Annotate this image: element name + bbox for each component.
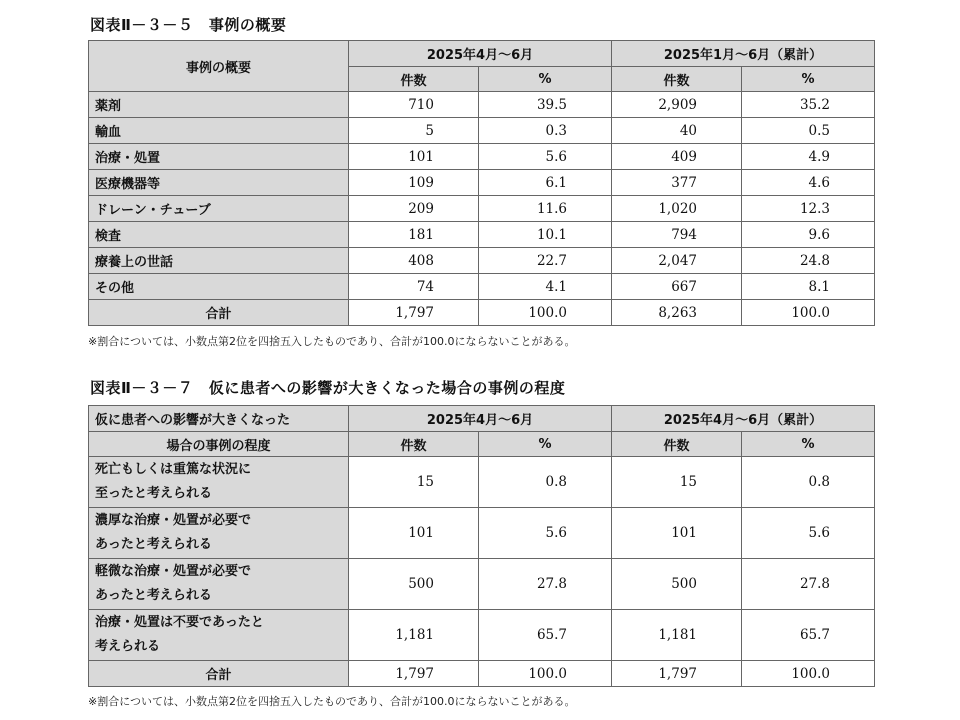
pct-cell: 35.2 [742,92,875,118]
row-label-line1: 治療・処置は不要であったと [95,615,264,630]
table1-total-row [89,300,875,326]
count-cell: 500 [612,559,742,610]
row-label-line2: あったと考えられる [95,537,212,552]
pct-cell: 10.1 [479,222,612,248]
row-label: 療養上の世話 [89,248,349,274]
count-cell: 15 [349,457,479,508]
table1-pct-header-1: % [479,67,612,92]
table2-severity [88,405,875,687]
total-label: 合計 [89,661,349,687]
total-label: 合計 [89,300,349,326]
table-row [89,274,875,300]
count-cell: 1,181 [349,610,479,661]
table2-period2-header: 2025年4月～6月（累計） [612,406,875,432]
pct-cell: 6.1 [479,170,612,196]
table-row [89,92,875,118]
count-cell: 181 [349,222,479,248]
count-cell: 710 [349,92,479,118]
row-label-line1: 死亡もしくは重篤な状況に [95,462,252,477]
table1-period2-header: 2025年1月～6月（累計） [612,41,875,67]
row-label-line2: あったと考えられる [95,588,212,603]
row-label-line1: 軽微な治療・処置が必要で [95,564,252,579]
table2-total-row [89,661,875,687]
pct-cell: 0.8 [479,457,612,508]
total-count-cell: 8,263 [612,300,742,326]
pct-cell: 4.1 [479,274,612,300]
row-label: 検査 [89,222,349,248]
table1-case-overview [88,40,875,326]
pct-cell: 0.5 [742,118,875,144]
row-label: 治療・処置 [89,144,349,170]
table1-count-header-1: 件数 [349,67,479,92]
count-cell: 500 [349,559,479,610]
table-row [89,248,875,274]
count-cell: 794 [612,222,742,248]
pct-cell: 65.7 [742,610,875,661]
table2-title: 図表Ⅱ－３－７ 仮に患者への影響が大きくなった場合の事例の程度 [90,379,566,397]
pct-cell: 12.3 [742,196,875,222]
count-cell: 15 [612,457,742,508]
row-label-line2: 考えられる [95,639,161,654]
count-cell: 101 [612,508,742,559]
pct-cell: 8.1 [742,274,875,300]
count-cell: 5 [349,118,479,144]
table1-count-header-2: 件数 [612,67,742,92]
pct-cell: 5.6 [479,508,612,559]
pct-cell: 39.5 [479,92,612,118]
count-cell: 209 [349,196,479,222]
count-cell: 101 [349,508,479,559]
total-pct-cell: 100.0 [742,300,875,326]
table-row [89,144,875,170]
total-pct-cell: 100.0 [479,661,612,687]
table-row [89,610,875,661]
row-label-line2: 至ったと考えられる [95,486,213,501]
count-cell: 101 [349,144,479,170]
count-cell: 408 [349,248,479,274]
pct-cell: 5.6 [479,144,612,170]
table-row [89,196,875,222]
table-row [89,559,875,610]
row-label: 医療機器等 [89,170,349,196]
table2-count-header-1: 件数 [349,432,479,457]
table2-period1-header: 2025年4月～6月 [349,406,612,432]
row-label [89,559,349,610]
table1-title: 図表Ⅱ－３－５ 事例の概要 [90,16,287,34]
count-cell: 109 [349,170,479,196]
row-label [89,610,349,661]
count-cell: 409 [612,144,742,170]
pct-cell: 0.3 [479,118,612,144]
table-row [89,222,875,248]
row-label-line1: 濃厚な治療・処置が必要で [95,513,252,528]
table1-pct-header-2: % [742,67,875,92]
count-cell: 1,181 [612,610,742,661]
count-cell: 1,020 [612,196,742,222]
total-count-cell: 1,797 [612,661,742,687]
total-count-cell: 1,797 [349,300,479,326]
total-count-cell: 1,797 [349,661,479,687]
row-label [89,508,349,559]
pct-cell: 5.6 [742,508,875,559]
table2-pct-header-1: % [479,432,612,457]
table2-note: ※割合については、小数点第2位を四捨五入したものであり、合計が100.0にならないことがある。 [88,695,576,708]
table1-note: ※割合については、小数点第2位を四捨五入したものであり、合計が100.0にならないことがある。 [88,335,576,348]
pct-cell: 9.6 [742,222,875,248]
table-row [89,118,875,144]
table2-header-line1: 仮に患者への影響が大きくなった [89,406,349,432]
count-cell: 2,909 [612,92,742,118]
pct-cell: 27.8 [479,559,612,610]
count-cell: 2,047 [612,248,742,274]
total-pct-cell: 100.0 [742,661,875,687]
pct-cell: 11.6 [479,196,612,222]
row-label: ドレーン・チューブ [89,196,349,222]
table-row [89,170,875,196]
count-cell: 377 [612,170,742,196]
pct-cell: 65.7 [479,610,612,661]
row-label [89,457,349,508]
pct-cell: 4.9 [742,144,875,170]
total-pct-cell: 100.0 [479,300,612,326]
pct-cell: 24.8 [742,248,875,274]
pct-cell: 0.8 [742,457,875,508]
row-label: 輸血 [89,118,349,144]
row-label: その他 [89,274,349,300]
count-cell: 40 [612,118,742,144]
table-row [89,457,875,508]
table2-pct-header-2: % [742,432,875,457]
table1-header-label: 事例の概要 [89,41,349,92]
pct-cell: 22.7 [479,248,612,274]
pct-cell: 4.6 [742,170,875,196]
table2-count-header-2: 件数 [612,432,742,457]
pct-cell: 27.8 [742,559,875,610]
table1-period1-header: 2025年4月～6月 [349,41,612,67]
count-cell: 74 [349,274,479,300]
table-row [89,508,875,559]
table2-header-line2: 場合の事例の程度 [89,432,349,457]
row-label: 薬剤 [89,92,349,118]
count-cell: 667 [612,274,742,300]
